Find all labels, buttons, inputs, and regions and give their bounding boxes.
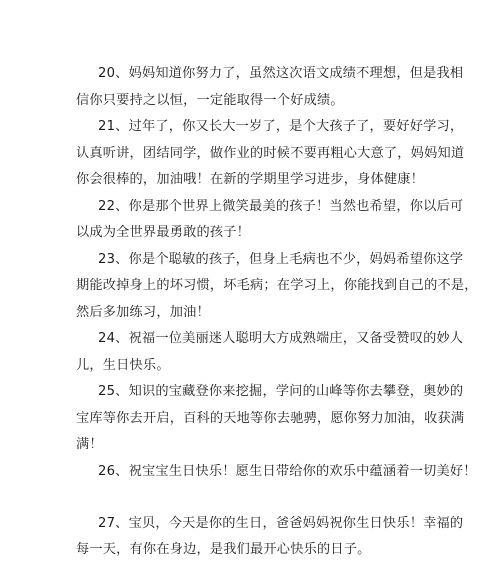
paragraph-24-line-2: 儿，生日快乐。 xyxy=(76,358,170,373)
paragraph-22-line-2: 以成为全世界最勇敢的孩子！ xyxy=(76,225,251,240)
paragraph-21-line-3: 你会很棒的，加油哦！在新的学期里学习进步，身体健康！ xyxy=(76,172,425,187)
paragraph-23-line-1: 23、你是个聪敏的孩子，但身上毛病也不少，妈妈希望你这学 xyxy=(98,252,464,267)
paragraph-22-line-1: 22、你是那个世界上微笑最美的孩子！当然也希望，你以后可 xyxy=(98,199,464,214)
paragraph-26-line-1: 26、祝宝宝生日快乐！愿生日带给你的欢乐中蕴涵着一切美好！ xyxy=(98,464,477,479)
paragraph-21-line-1: 21、过年了，你又长大一岁了，是个大孩子了，要好好学习， xyxy=(98,119,464,134)
paragraph-25-line-2: 宝库等你去开启，百科的天地等你去驰骋，愿你努力加油，收获满 xyxy=(76,411,465,426)
paragraph-20-line-2: 信你只要持之以恒，一定能取得一个好成绩。 xyxy=(76,93,344,108)
paragraph-21-line-2: 认真听讲，团结同学，做作业的时候不要再粗心大意了，妈妈知道 xyxy=(76,146,465,161)
paragraph-23-line-2: 期能改掉身上的坏习惯，坏毛病；在学习上，你能找到自己的不是， xyxy=(76,278,478,293)
paragraph-23-line-3: 然后多加练习，加油！ xyxy=(76,305,210,320)
paragraph-20-line-1: 20、妈妈知道你努力了，虽然这次语文成绩不理想，但是我相 xyxy=(98,66,464,81)
paragraph-27-line-1: 27、宝贝，今天是你的生日，爸爸妈妈祝你生日快乐！幸福的 xyxy=(98,516,464,531)
paragraph-27-line-2: 每一天，有你在身边，是我们最开心快乐的日子。 xyxy=(76,542,371,557)
paragraph-24-line-1: 24、祝福一位美丽迷人聪明大方成熟端庄，又备受赞叹的妙人 xyxy=(98,331,464,346)
paragraph-25-line-1: 25、知识的宝藏登你来挖掘，学问的山峰等你去攀登，奥妙的 xyxy=(98,384,464,399)
paragraph-25-line-3: 满！ xyxy=(76,437,103,452)
